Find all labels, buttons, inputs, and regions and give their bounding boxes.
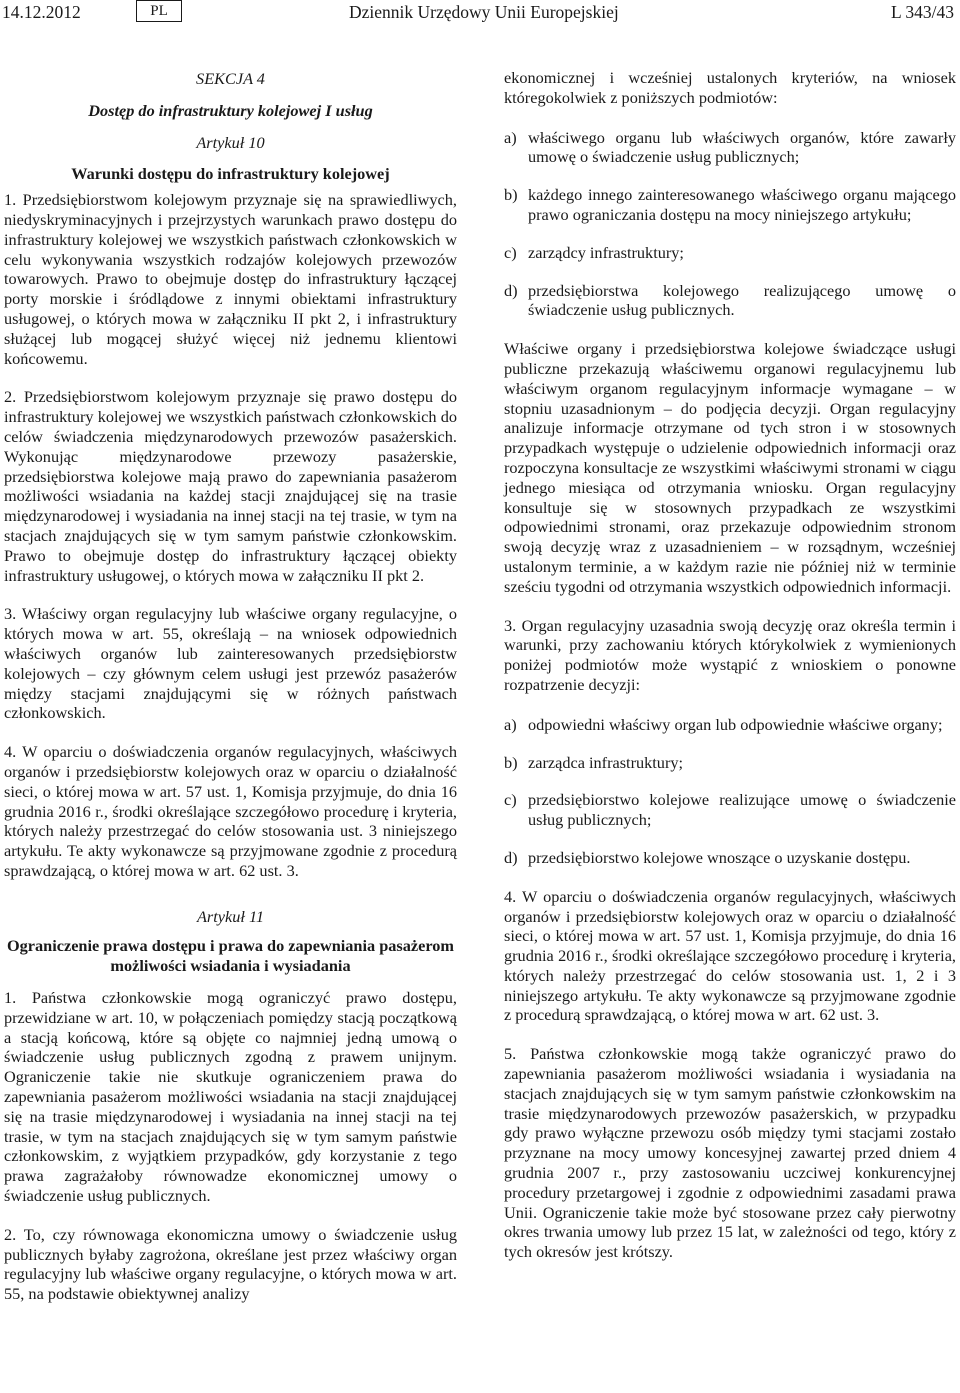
header-language-box: PL xyxy=(136,0,182,22)
list-item-text: każdego innego zainteresowanego właściwego organu mającego prawo ograniczania dostępu na mocy niniejszego artykułu; xyxy=(528,185,956,224)
article-10-paragraph-4: 4. W oparciu o doświadczenia organów regulacyjnych, właściwych organów i przedsiębiorstw kolejowych oraz w oparciu o działalność sieci, o której mowa w art. 57 ust. 1, Komisja przyjmuje, do dnia 16 grudnia 2016 r., środki określające szczegółowo procedurę i kryteria, których należy przestrzegać do celów stosowania ust. 3 niniejszego artykułu. Te akty wykonawcze są przyjmowane zgodnie z procedurą sprawdzającą, o której mowa w art. 62 ust. 3. xyxy=(4,742,457,880)
list-item-label: a) xyxy=(504,127,517,147)
entity-list-1 xyxy=(504,128,956,321)
list-item-text: przedsiębiorstwo kolejowe realizujące umowę o świadczenie usług publicznych; xyxy=(528,790,956,830)
page-header xyxy=(0,0,960,30)
article-11-label: Artykuł 11 xyxy=(196,906,265,926)
entity-list-2 xyxy=(504,715,956,868)
list-item-text: przedsiębiorstwo kolejowe wnoszące o uzyskanie dostępu. xyxy=(528,847,911,867)
list-item xyxy=(504,753,956,773)
article-11-paragraph-1: 1. Państwa członkowskie mogą ograniczyć prawo dostępu, przewidziane w art. 10, w połączeniach pomiędzy stacją początkową a stacją końcową, które są objęte co najmniej jedną umową o świadczenie usług publicznych zgodną z prawem unijnym. Ograniczenie takie nie skutkuje ograniczeniem prawa do zapewniania pasażerom możliwości wsiadania na stacji znajdującej się na trasie międzynarodowej i wysiadania na innej stacji na tej trasie, w tym na stacjach znajdujących się w tym samym państwie członkowskim, z wyjątkiem przypadków, gdy korzystanie z tego prawa zagrażałoby równowadze ekonomicznej umowy o świadczenie usług publicznych. xyxy=(4,988,457,1206)
section-title: Dostęp do infrastruktury kolejowej I usług xyxy=(88,100,373,120)
list-item xyxy=(504,848,956,868)
header-date: 14.12.2012 xyxy=(2,2,81,22)
list-item xyxy=(504,185,956,225)
list-item-label: b) xyxy=(504,752,518,772)
right-column xyxy=(504,62,956,1262)
header-journal-title: Dziennik Urzędowy Unii Europejskiej xyxy=(349,2,619,22)
continuation-text: ekonomicznej i wcześniej ustalonych kryteriów, na wniosek któregokolwiek z poniższych podmiotów: xyxy=(504,68,956,107)
article-10-paragraph-2: 2. Przedsiębiorstwom kolejowym przyznaje się prawo dostępu do infrastruktury kolejowej we wszystkich państwach członkowskich do celów świadczenia międzynarodowych przewozów pasażerskich. Wykonując międzynarodowe przewozy pasażerskie, przedsiębiorstwa kolejowe mają prawo do zapewniania pasażerom możliwości wsiadania na każdej stacji znajdującej się na trasie międzynarodowej i wysiadania na innej stacji na tej trasie, w tym na stacjach znajdujących się w tym samym państwie członkowskim. Prawo to obejmuje dostęp do infrastruktury łączącej obiekty infrastruktury usługowej, o których mowa w załączniku II pkt 2. xyxy=(4,387,457,585)
list-item xyxy=(504,715,956,735)
article-11-title: Ograniczenie prawa dostępu i prawa do zapewniania pasażerom możliwości wsiadania i wysiadania xyxy=(7,936,454,976)
list-item-label: a) xyxy=(504,714,517,734)
list-item-text: przedsiębiorstwa kolejowego realizującego umowę o świadczenie usług publicznych. xyxy=(528,280,956,320)
article-10-paragraph-1: 1. Przedsiębiorstwom kolejowym przyznaje się na sprawiedliwych, niedyskryminacyjnych i przejrzystych warunkach prawo dostępu do infrastruktury kolejowej we wszystkich państwach członkowskich w celu wykonywania wszystkich rodzajów kolejowych przewozów towarowych. Prawo to obejmuje dostęp do infrastruktury łączącej porty morskie i śródlądowe z innymi obiektami infrastruktury usługowej, o których mowa w załączniku II pkt 2, i infrastruktury służącej lub mogącej służyć więcej niż jednemu klientowi końcowemu. xyxy=(4,190,457,368)
list-item xyxy=(504,790,956,830)
article-10-label: Artykuł 10 xyxy=(196,132,265,152)
list-item xyxy=(504,243,956,263)
list-item-label: b) xyxy=(504,185,518,205)
article-11-paragraph-2: 2. To, czy równowaga ekonomiczna umowy o świadczenie usług publicznych byłaby zagrożona, określane jest przez właściwy organ regulacyjny lub właściwe organy regulacyjne, o których mowa w art. 55, na podstawie obiektywnej analizy xyxy=(4,1224,457,1304)
list-item-label: c) xyxy=(504,790,517,810)
article-11-paragraph-4: 4. W oparciu o doświadczenia organów regulacyjnych, właściwych organów i przedsiębiorstw kolejowych oraz w oparciu o działalność sieci, o której mowa w art. 57 ust. 1, Komisja przyjmuje, do dnia 16 grudnia 2016 r., środki określające szczegółowo procedurę i kryteria, których należy przestrzegać do celów stosowania ust. 1, 2 i 3 niniejszego artykułu. Te akty wykonawcze są przyjmowane zgodnie z procedurą sprawdzającą, o której mowa w art. 62 ust. 3. xyxy=(504,886,956,1025)
article-11-paragraph-5: 5. Państwa członkowskie mogą także ograniczyć prawo do zapewniania pasażerom możliwości wsiadania i wysiadania na stacjach znajdujących się w tym samym państwie członkowskim na trasie międzynarodowych przewozów pasażerskich, w przypadku gdy prawo wyłączne przewozu osób między tymi stacjami zostało przyznane na mocy umowy koncesyjnej zawartej przed dniem 4 grudnia 2007 r., przy zastosowaniu uczciwej konkurencyjnej procedury przetargowej i zgodnie z odpowiednimi zasadami prawa Unii. Ograniczenie takie może być stosowane przez cały pierwotny okres trwania umowy lub przez 15 lat, w zależności od tego, który z tych okresów jest krótszy. xyxy=(504,1044,956,1262)
list-item-label: c) xyxy=(504,242,517,262)
regulator-procedure-paragraph: Właściwe organy i przedsiębiorstwa kolejowe świadczące usługi publiczne przekazują właściwemu organowi regulacyjnemu lub właściwym organom regulacyjnym informacje wymagane – w stopniu uzasadnionym – do podjęcia decyzji. Organ regulacyjny analizuje informacje otrzymane od tych stron i w stosownych przypadkach występuje o udzielenie odpowiednich informacji oraz rozpoczyna konsultacje ze wszystkimi właściwymi stronami w ciągu jednego miesiąca od otrzymania wniosku. Organ regulacyjny konsultuje się w stosownych przypadkach ze wszystkimi odpowiednimi stronami, oraz przekazuje odpowiednim stronom swoją decyzję wraz z uzasadnieniem – w rozsądnym, wcześniej ustalonym terminie, a w każdym razie nie później niż w terminie sześciu tygodni od otrzymania wszystkich odpowiednich informacji. xyxy=(504,339,956,596)
list-item-text: zarządcy infrastruktury; xyxy=(528,242,684,262)
list-item-label: d) xyxy=(504,280,518,300)
list-item xyxy=(504,281,956,321)
list-item-text: właściwego organu lub właściwych organów, które zawarły umowę o świadczenie usług publicznych; xyxy=(528,127,956,167)
left-column xyxy=(4,62,457,1304)
header-page-number: L 343/43 xyxy=(890,2,954,22)
article-10-paragraph-3: 3. Właściwy organ regulacyjny lub właściwe organy regulacyjne, o których mowa w art. 55, określają – na wniosek odpowiednich właściwych organów lub zainteresowanych przedsiębiorstw kolejowych – czy głównym celem usługi jest przewóz pasażerów między stacjami znajdującymi się w różnych państwach członkowskich. xyxy=(4,604,457,723)
list-item-text: zarządca infrastruktury; xyxy=(528,752,684,772)
article-11-paragraph-3: 3. Organ regulacyjny uzasadnia swoją decyzję oraz określa termin i warunki, przy zachowaniu których którykolwiek z wymienionych poniżej podmiotów może wystąpić z wnioskiem o ponowne rozpatrzenie decyzji: xyxy=(504,615,956,694)
list-item xyxy=(504,128,956,168)
list-item-text: odpowiedni właściwy organ lub odpowiednie właściwe organy; xyxy=(528,714,943,734)
article-10-title: Warunki dostępu do infrastruktury kolejowej xyxy=(71,164,390,184)
list-item-label: d) xyxy=(504,847,518,867)
section-label: SEKCJA 4 xyxy=(196,69,265,88)
